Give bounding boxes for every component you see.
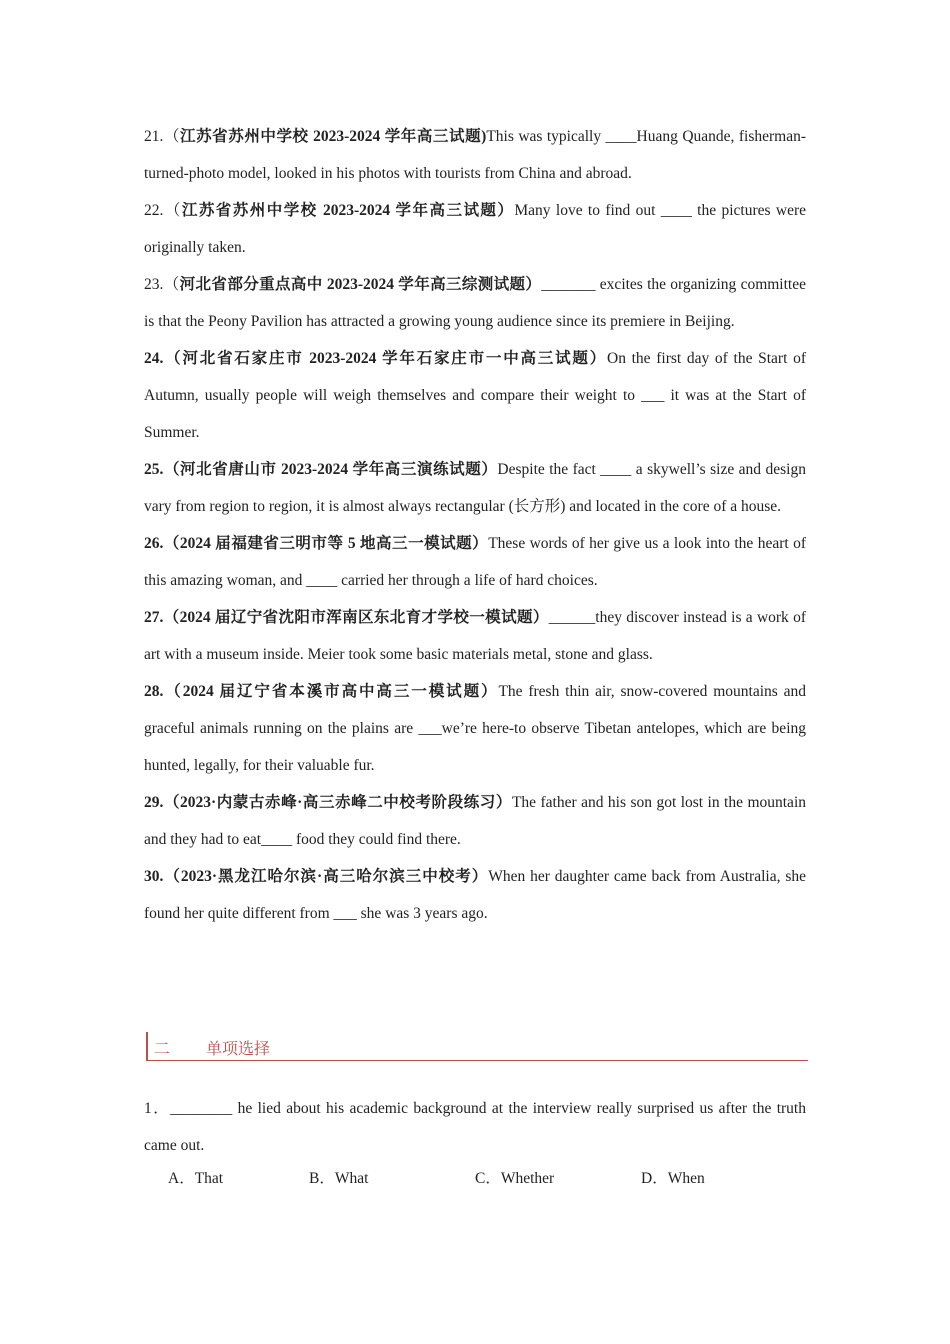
question-text: Many love to find out ____ the pictures were originally taken. (144, 202, 806, 256)
mc-question-1 (144, 1090, 806, 1164)
question-25 (144, 451, 806, 525)
section-number: 二 (154, 1041, 171, 1058)
option-a: A．That (168, 1170, 224, 1187)
question-text: This was typically ____Huang Quande, fisherman-turned-photo model, looked in his photos with tourists from China and abroad. (144, 128, 806, 182)
question-28 (144, 673, 806, 784)
question-text: On the first day of the Start of Autumn, usually people will weigh themselves and compare their weight to ___ it was at the Start of Summer. (144, 350, 806, 441)
question-26 (144, 525, 806, 599)
question-text: _______ excites the organizing committee is that the Peony Pavilion has attracted a growing young audience since its premiere in Beijing. (144, 276, 806, 330)
question-source: 29.（2023·内蒙古赤峰·高三赤峰二中校考阶段练习） (144, 794, 512, 811)
question-30 (144, 858, 806, 932)
mc-question-text: 1．________ he lied about his academic background at the interview really surprised us after the truth came out. (144, 1100, 806, 1154)
question-22: 22.（江苏省苏州中学校 2023-2024 学年高三试题）Many love to find out ____ the pictures were originally taken. (144, 202, 806, 256)
question-21: 21.（江苏省苏州中学校 2023-2024 学年高三试题)This was typically ____Huang Quande, fisherman-turned-photo model, looked in his photos with tourists from China and abroad. (144, 128, 806, 182)
question-text: When her daughter came back from Australia, she found her quite different from ___ she was 3 years ago. (144, 868, 806, 922)
question-text: The father and his son got lost in the mountain and they had to eat____ food they could find there. (144, 794, 806, 848)
question-source: 河北省部分重点高中 2023-2024 学年高三综测试题） (179, 276, 542, 293)
question-source: 27.（2024 届辽宁省沈阳市浑南区东北育才学校一模试题） (144, 609, 549, 626)
question-text: The fresh thin air, snow-covered mountains and graceful animals running on the plains are ___we’re here-to observe Tibetan antelopes, which are being hunted, legally, for their valuable fur. (144, 683, 806, 774)
option-b: B．What (309, 1170, 369, 1187)
question-23: 23.（河北省部分重点高中 2023-2024 学年高三综测试题）_______ excites the organizing committee is that the Peony Pavilion has attracted a growing young audience since its premiere in Beijing. (144, 276, 806, 330)
question-text: These words of her give us a look into the heart of this amazing woman, and ____ carried her through a life of hard choices. (144, 535, 806, 589)
option-c: C．Whether (475, 1170, 555, 1187)
mc-options (0, 1166, 950, 1192)
question-source: 30.（2023·黑龙江哈尔滨·高三哈尔滨三中校考） (144, 868, 489, 885)
section-header (146, 1032, 808, 1061)
question-27 (144, 599, 806, 673)
question-source: 25.（河北省唐山市 2023-2024 学年高三演练试题） (144, 461, 498, 478)
question-24 (144, 340, 806, 451)
question-text: Despite the fact ____ a skywell’s size and design vary from region to region, it is almost always rectangular (长方形) and located in the core of a house. (144, 461, 806, 515)
fill-in-questions (144, 118, 806, 932)
question-source: 江苏省苏州中学校 2023-2024 学年高三试题） (181, 202, 515, 219)
question-29 (144, 784, 806, 858)
section-title: 单项选择 (206, 1041, 271, 1058)
question-source: 26.（2024 届福建省三明市等 5 地高三一模试题） (144, 535, 489, 552)
question-source: 28.（2024 届辽宁省本溪市高中高三一模试题） (144, 683, 499, 700)
question-text: ______they discover instead is a work of art with a museum inside. Meier took some basic materials metal, stone and glass. (144, 609, 806, 663)
option-d: D．When (641, 1170, 705, 1187)
question-source: 江苏省苏州中学校 2023-2024 学年高三试题) (180, 128, 487, 145)
question-source: 24.（河北省石家庄市 2023-2024 学年石家庄市一中高三试题） (144, 350, 607, 367)
